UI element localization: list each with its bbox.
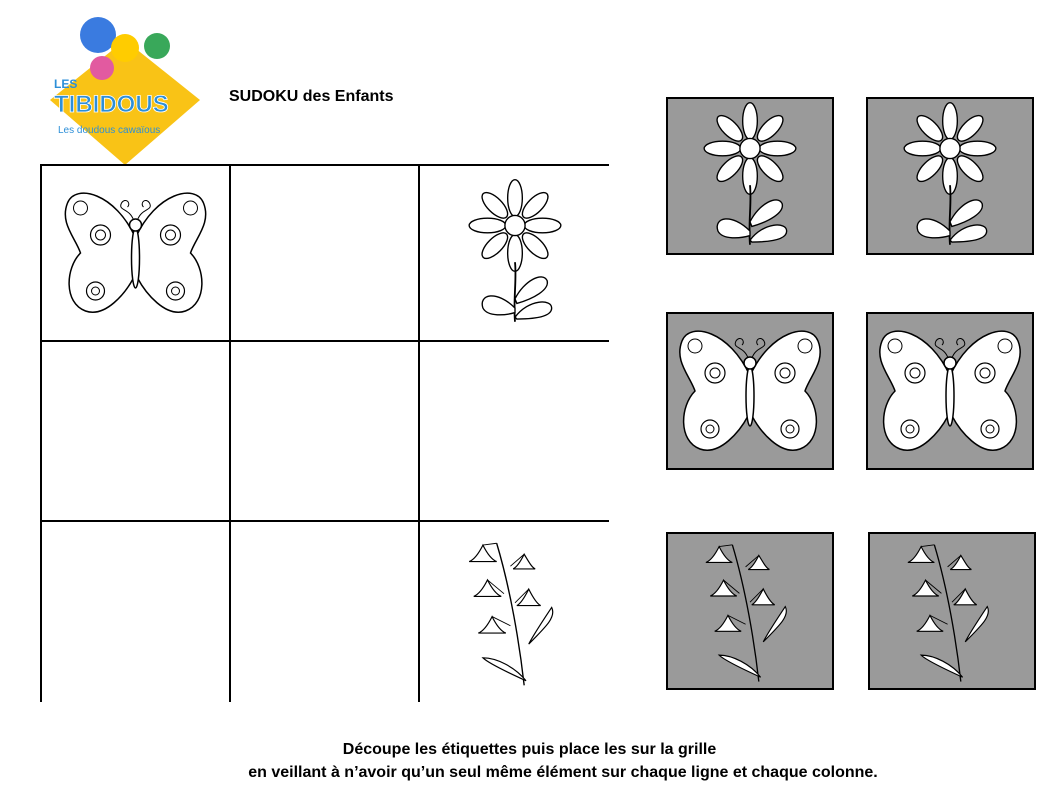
grid-cell-2-3[interactable]: [420, 342, 609, 522]
grid-cell-3-1[interactable]: [42, 522, 231, 702]
butterfly-icon: [669, 321, 831, 461]
butterfly-icon: [869, 321, 1031, 461]
bellflower-icon: [460, 532, 570, 692]
grid-cell-3-3[interactable]: [420, 522, 609, 702]
cutout-card-daisy-2[interactable]: [866, 97, 1034, 255]
logo-tagline: Les doudous cawaïous: [58, 125, 161, 136]
grid-cell-1-3[interactable]: [420, 166, 609, 342]
cutout-card-bellflower-2[interactable]: [868, 532, 1036, 690]
page-title: SUDOKU des Enfants: [229, 88, 394, 105]
logo-brand-top: LES: [54, 77, 78, 91]
grid-cell-2-1[interactable]: [42, 342, 231, 522]
cutout-card-butterfly-2[interactable]: [866, 312, 1034, 470]
grid-cell-2-2[interactable]: [231, 342, 420, 522]
sudoku-grid: [40, 164, 609, 702]
grid-cell-1-2[interactable]: [231, 166, 420, 342]
butterfly-icon: [53, 183, 218, 323]
instructions: [0, 738, 1059, 784]
cutout-card-bellflower-1[interactable]: [666, 532, 834, 690]
logo-character-yellow: [111, 34, 139, 62]
daisy-icon: [895, 101, 1005, 251]
cutout-card-butterfly-1[interactable]: [666, 312, 834, 470]
daisy-icon: [460, 178, 570, 328]
tibidous-logo: [40, 0, 210, 170]
logo-brand-name: TIBIDOUS: [54, 91, 169, 118]
logo-character-green: [144, 33, 170, 59]
bellflower-icon: [897, 536, 1007, 686]
instructions-line-2: en veillant à n’avoir qu’un seul même élément sur chaque ligne et chaque colonne.: [248, 764, 878, 781]
logo-character-blue: [80, 17, 116, 53]
cutout-card-daisy-1[interactable]: [666, 97, 834, 255]
logo-graphic: [40, 0, 210, 170]
instructions-line-1: Découpe les étiquettes puis place les sur la grille: [342, 741, 717, 758]
logo-character-pink: [90, 56, 114, 80]
grid-cell-3-2[interactable]: [231, 522, 420, 702]
grid-cell-1-1[interactable]: [42, 166, 231, 342]
daisy-icon: [695, 101, 805, 251]
bellflower-icon: [695, 536, 805, 686]
